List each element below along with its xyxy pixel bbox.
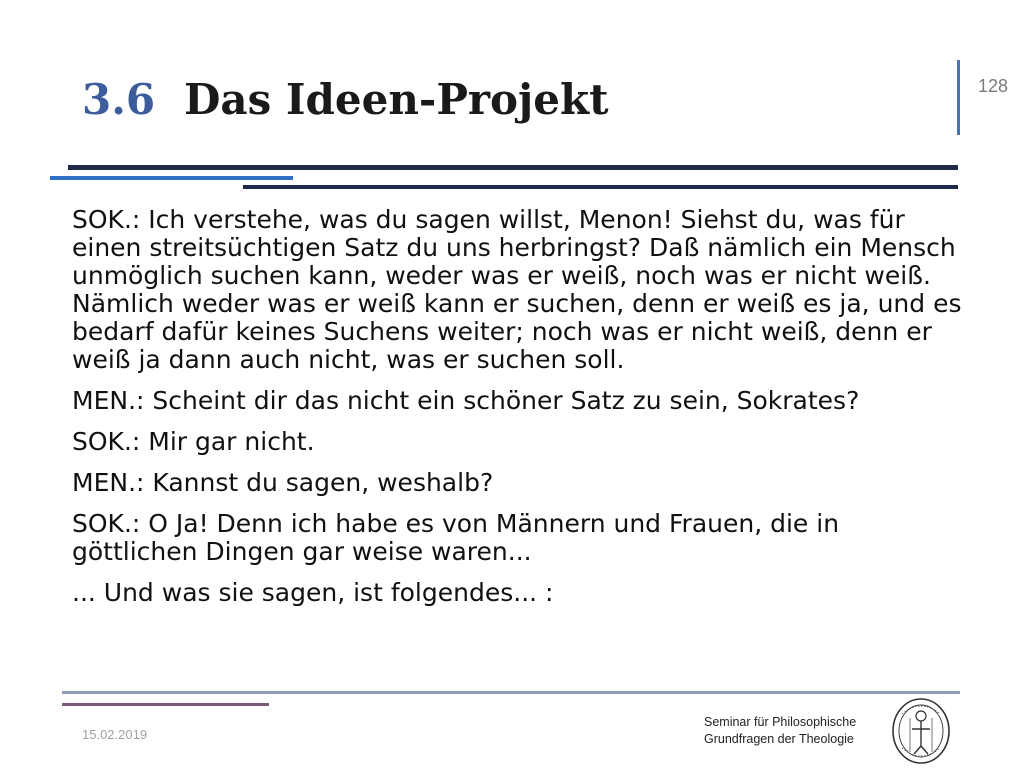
footer-rule-accent bbox=[62, 703, 269, 706]
institution-line-1: Seminar für Philosophische bbox=[704, 715, 857, 729]
institution-line-2: Grundfragen der Theologie bbox=[704, 732, 854, 746]
paragraph-3: SOK.: Mir gar nicht. bbox=[72, 427, 315, 456]
page-number-divider bbox=[957, 60, 960, 135]
title-text: Das Ideen-Projekt bbox=[184, 75, 609, 124]
footer-institution bbox=[704, 714, 884, 748]
title-rule-accent bbox=[50, 176, 293, 180]
footer-date: 15.02.2019 bbox=[82, 727, 148, 742]
paragraph-4: MEN.: Kannst du sagen, weshalb? bbox=[72, 468, 494, 497]
page-number: 128 bbox=[978, 76, 1009, 96]
section-number: 3.6 bbox=[82, 75, 156, 124]
dialogue-text bbox=[72, 206, 962, 620]
university-seal-icon bbox=[890, 696, 952, 766]
paragraph-2: MEN.: Scheint dir das nicht ein schöner Satz zu sein, Sokrates? bbox=[72, 386, 860, 415]
title-rule-top bbox=[68, 165, 958, 170]
footer-rule bbox=[62, 691, 960, 694]
paragraph-5: SOK.: O Ja! Denn ich habe es von Männern und Frauen, die in göttlichen Dingen gar weise waren... bbox=[72, 509, 840, 566]
slide-title bbox=[82, 72, 608, 128]
paragraph-6: ... Und was sie sagen, ist folgendes... : bbox=[72, 578, 554, 607]
title-rule-bottom bbox=[243, 185, 958, 189]
paragraph-1: SOK.: Ich verstehe, was du sagen willst, Menon! Siehst du, was für einen streitsüchtigen Satz du uns herbringst? Daß nämlich ein Mensch unmöglich suchen kann, weder was er weiß, noch was er nicht weiß. Nämlich weder was er weiß kann er suchen, denn er weiß es ja, und es bedarf dafür keines Suchens weiter; noch was er nicht weiß, denn er weiß ja dann auch nicht, was er suchen soll. bbox=[72, 205, 962, 374]
